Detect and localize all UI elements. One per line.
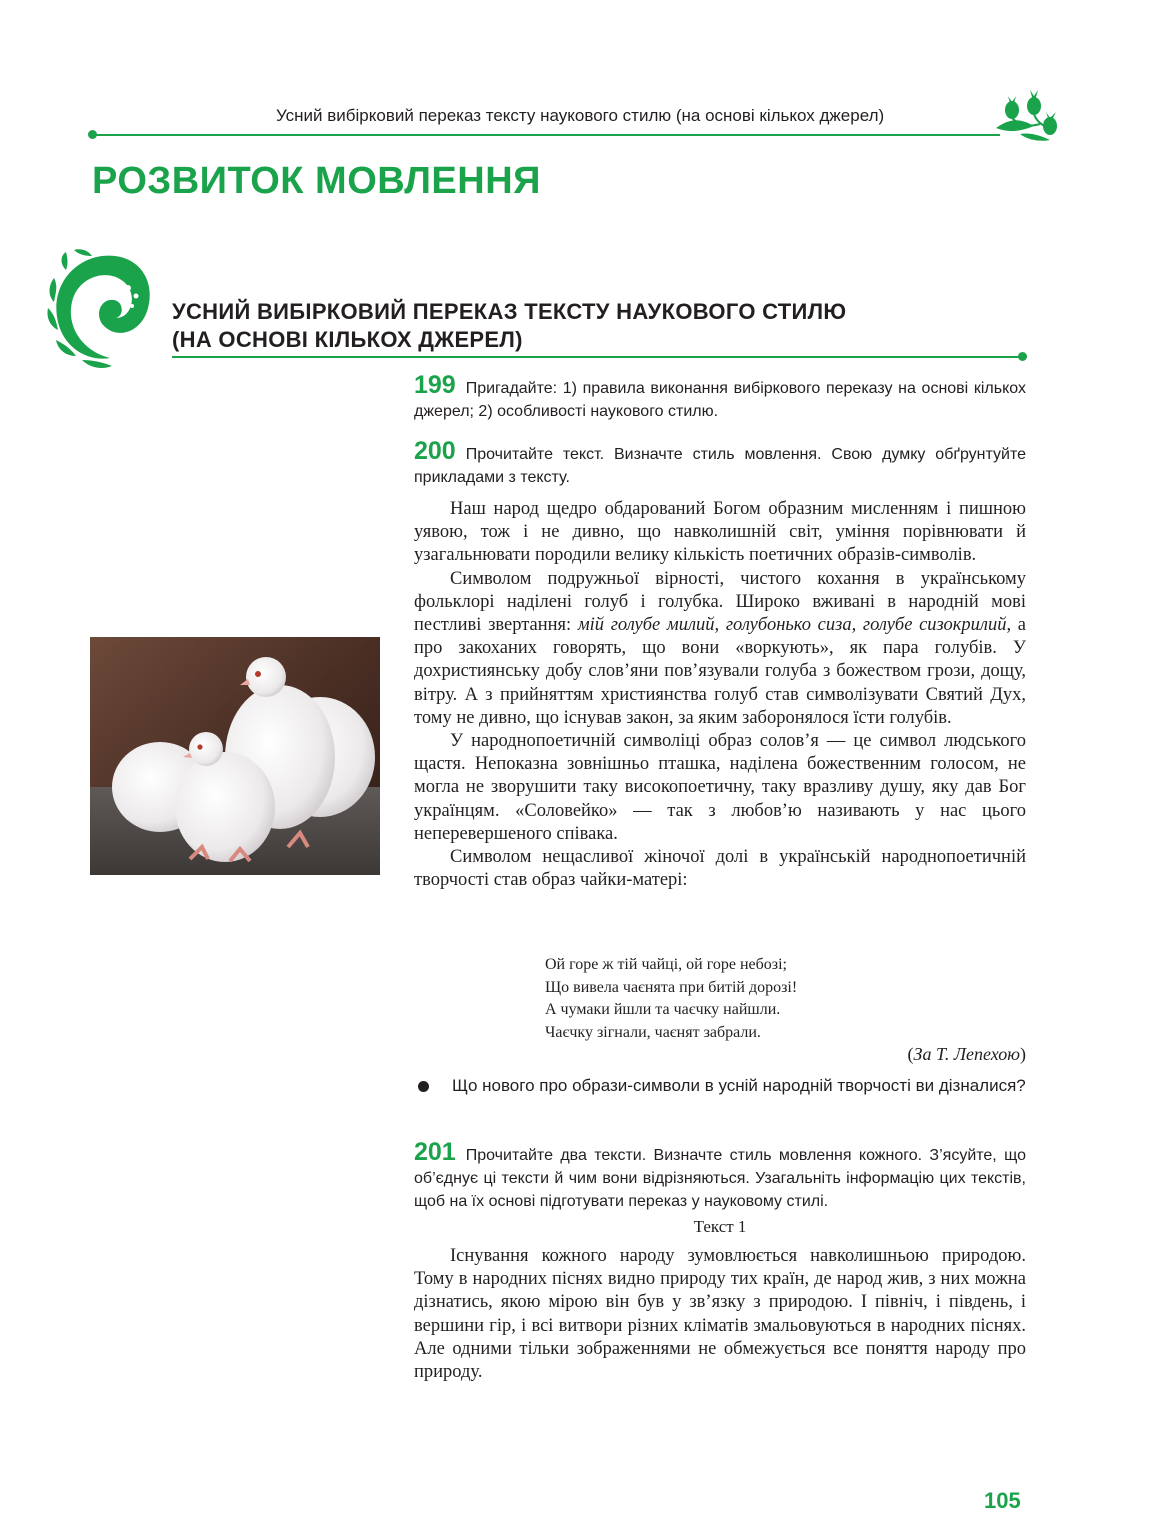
running-header: Усний вибірковий переказ тексту наукового стилю (на основі кількох джерел) [276,106,885,125]
paragraph: Символом нещасливої жіночої долі в українській народнопоетичній творчості став образ чайки-матері: [414,847,1026,891]
question-text: Що нового про образи-символи в усній народній творчості ви дізналися? [452,1076,1026,1095]
text-1 [414,1245,1026,1384]
verse-line: Що вивела чаєнята при битій дорозі! [545,978,798,996]
topic-title-line2: (НА ОСНОВІ КІЛЬКОХ ДЖЕРЕЛ) [172,327,523,352]
question [418,1074,1026,1098]
paragraph: Наш народ щедро обдарований Богом образним мисленням і пишною уявою, тож і не дивно, що навколишній світ, уміння порівнювати й узагальнювати породили велику кількість поетичних образів-символів. [414,499,1026,566]
topic-rule [172,356,1022,358]
bullet-icon [418,1081,429,1092]
task-200 [414,437,1026,489]
task-199 [414,371,1026,423]
paragraph: Символом подружньої вірності, чистого кохання в українському фольклорі наділені голуб і голубка. Широко вживані в народній мові пестливі звертання: мій голубе милий, голубонько сиза, голубе сизокрилий, а про закоханих говорять, що вони «воркують», як пара голубів. У дохристиянську добу слов’яни пов’язували голуба з божеством грози, дощу, вітру. А з прийняттям християнства голуб став символізувати Святий Дух, тому не дивно, що існував закон, за яким заборонялося їсти голубів. [414,568,1026,728]
flower-ornament-icon [990,88,1066,144]
section-title: РОЗВИТОК МОВЛЕННЯ [92,160,541,202]
verse-line: А чумаки йшли та чаєчку найшли. [545,1001,781,1018]
doves-photo [90,637,380,875]
topic-title-line1: УСНИЙ ВИБІРКОВИЙ ПЕРЕКАЗ ТЕКСТУ НАУКОВОГО СТИЛЮ [172,299,847,324]
italic-quote: мій голубе милий, голубонько сиза, голубе сизокрилий [577,615,1007,636]
verse-line: Ой горе ж тій чайці, ой горе небозі; [545,956,787,973]
floral-ornament-icon [44,248,160,374]
verse-line: Чаєчку зігнали, чаєнят забрали. [545,1023,761,1041]
task-number: 199 [414,371,456,399]
task-text: Пригадайте: 1) правила виконання вибіркового переказу на основі кількох джерел; 2) особливості наукового стилю. [414,380,1026,420]
task-text: Прочитайте текст. Визначте стиль мовлення. Свою думку обґрунтуйте прикладами з тексту. [414,446,1026,486]
topic-rule-dot [1018,352,1027,361]
attribution: (За Т. Лепехою) [907,1044,1026,1064]
task-text: Прочитайте два тексти. Визначте стиль мовлення кожного. З’ясуйте, що об’єднує ці тексти й чим вони відрізняються. Узагальніть інформацію цих текстів, щоб на їх основі підготувати переказ у науковому стилі. [414,1147,1026,1210]
text-200 [414,498,1026,892]
page-number: 105 [984,1488,1021,1513]
task-201 [414,1138,1026,1213]
topic-title [172,298,846,354]
paragraph: Існування кожного народу зумовлюється навколишньою природою. Тому в народних піснях видно природу тих країн, де народ жив, з них можна дізнатись, якою мірою він був у зв’язку з природою. І північ, і південь, і вершини гір, і всі витвори різних кліматів змальовуються в народних піснях. Але одними тільки зображеннями не обмежується все поняття народу про природу. [414,1246,1026,1383]
task-number: 201 [414,1138,456,1166]
paragraph: У народнопоетичній символіці образ солов’я — це символ людського щастя. Непоказна зовнішньо пташка, наділена божественним голосом, не могла не зворушити таку високопоетичну, таку вразливу душу, яку дав Бог українцям. «Соловейко» — так з любов’ю називають у нас цього неперевершеного співака. [414,731,1026,844]
text1-heading: Текст 1 [693,1217,747,1236]
verse [545,954,797,1044]
header-rule [92,134,1000,136]
task-number: 200 [414,437,456,465]
